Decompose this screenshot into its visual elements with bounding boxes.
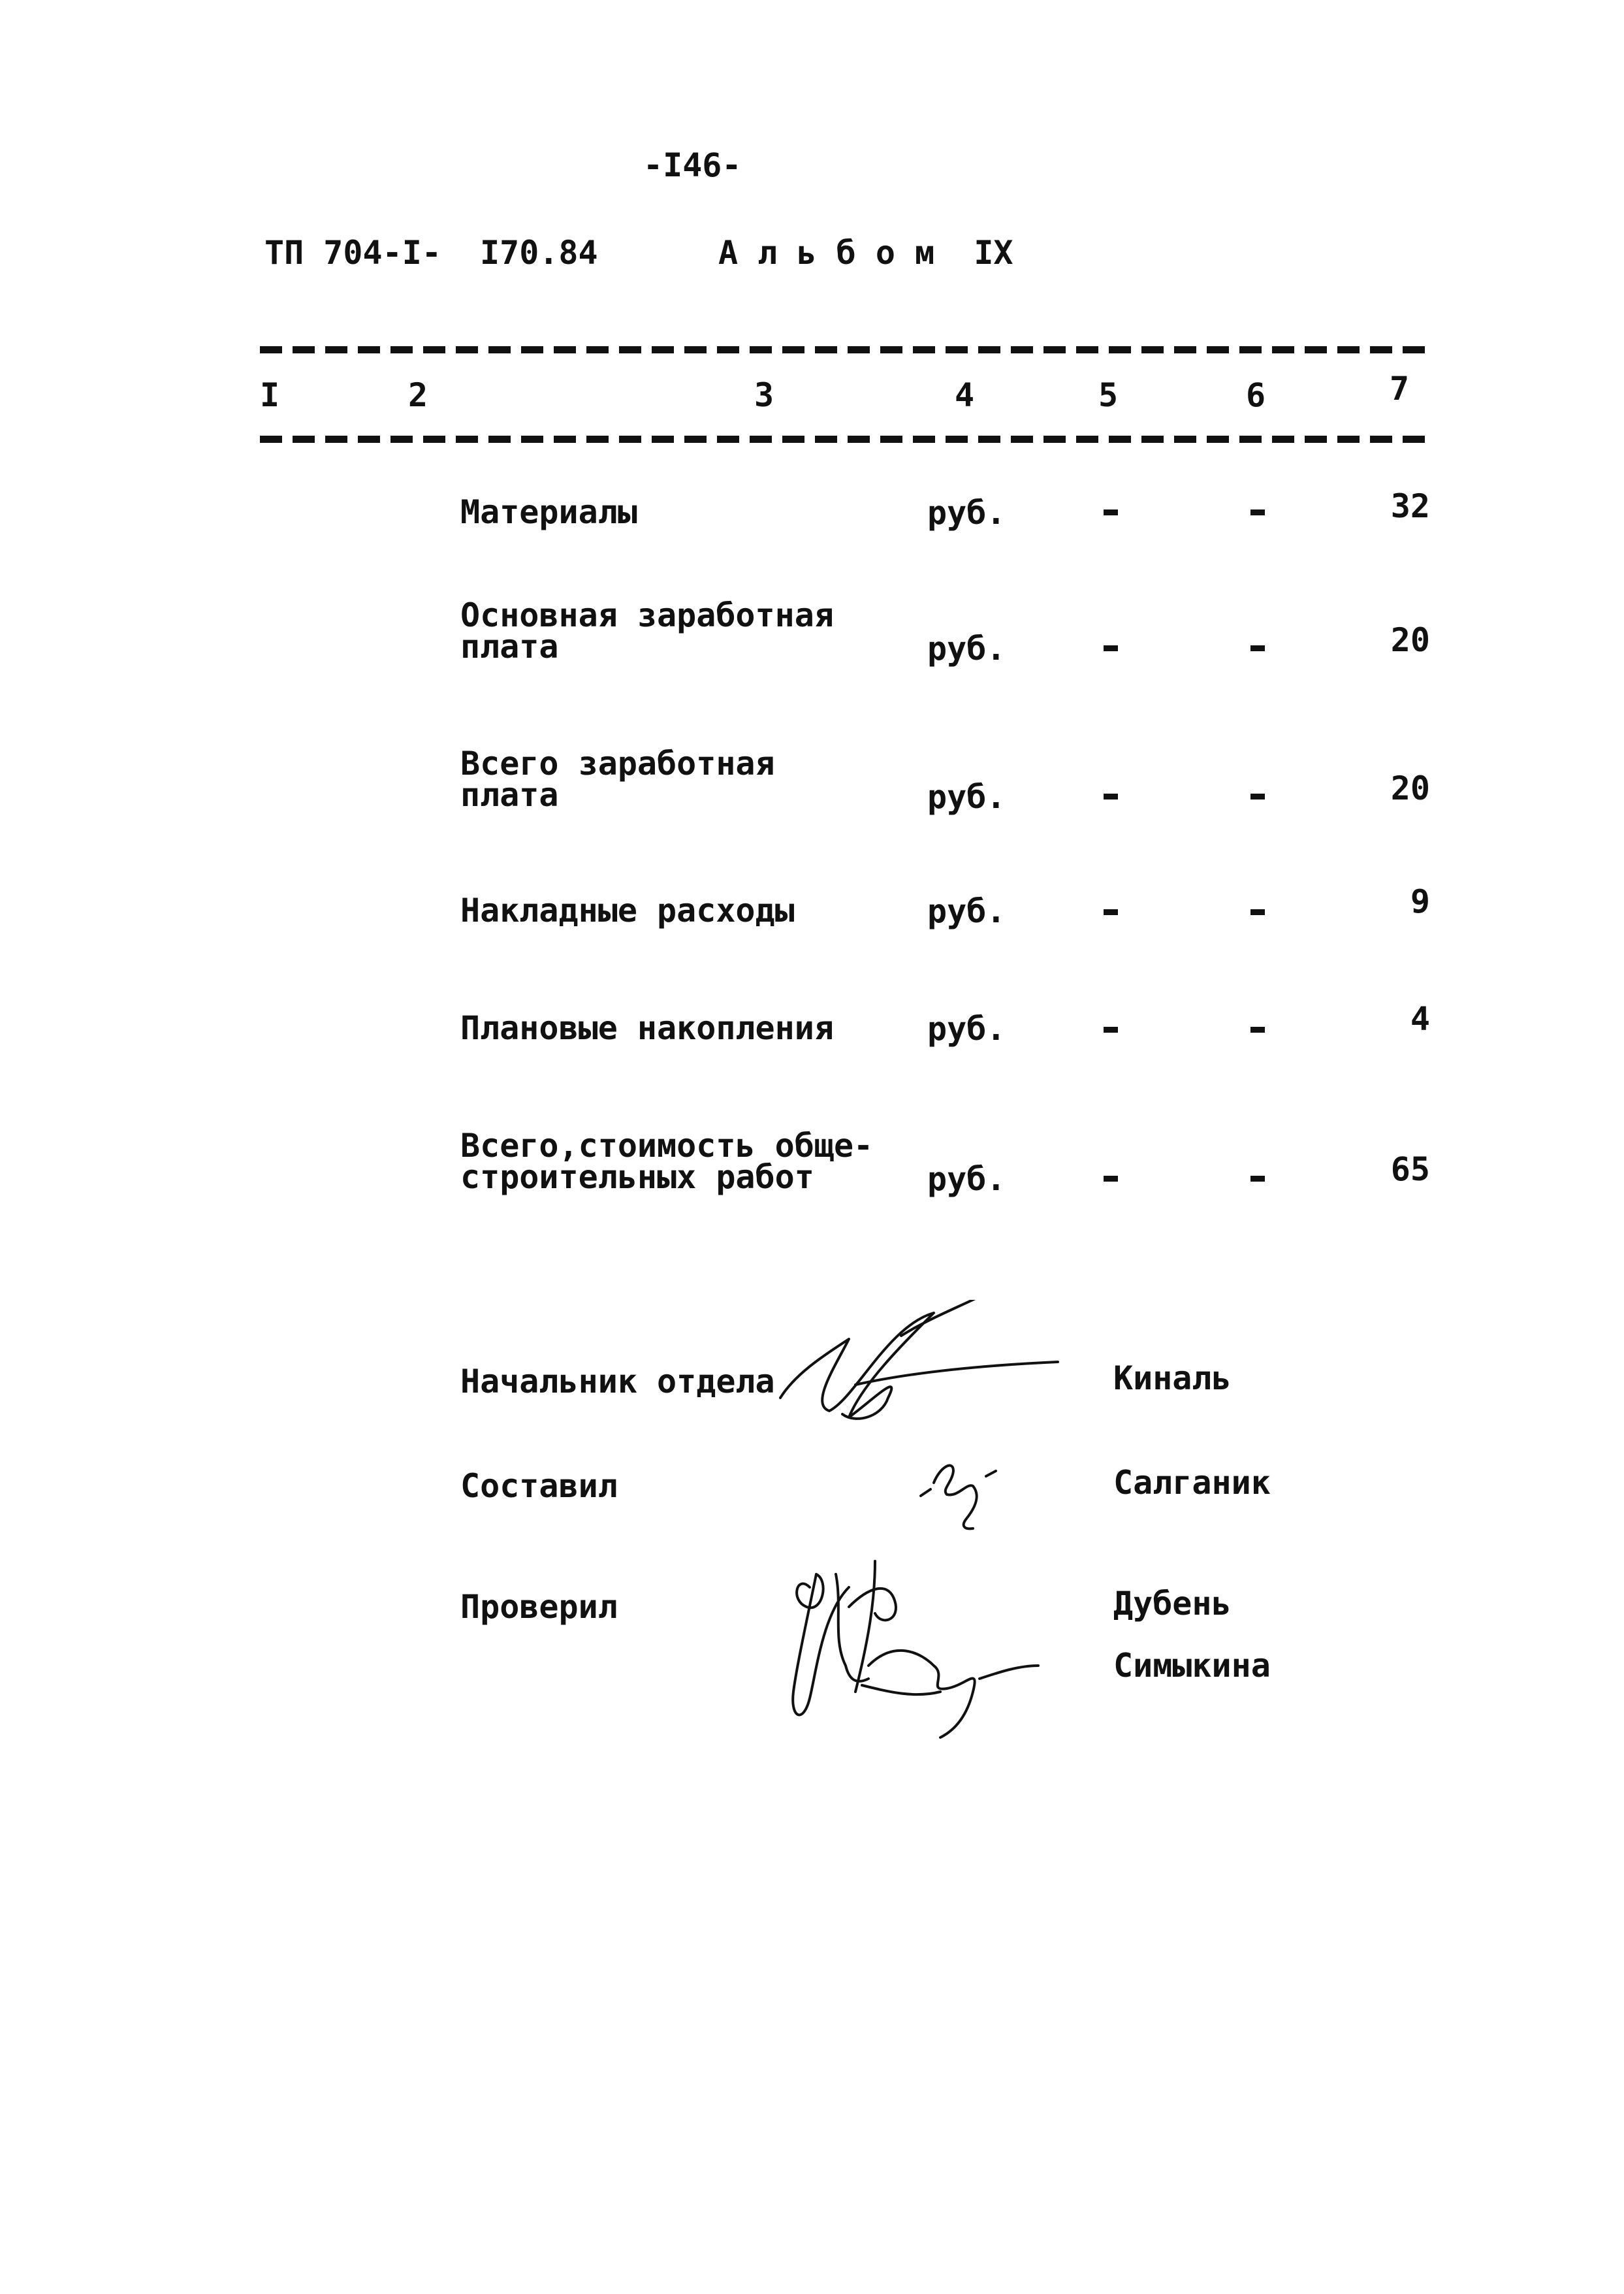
row-1-name: Материалы <box>460 493 637 531</box>
signature-checked-stroke-3 <box>855 1561 875 1692</box>
row-6-col6-dash <box>1250 1176 1265 1182</box>
row-6-unit: руб. <box>927 1160 1006 1198</box>
signature-compiled-stroke-1 <box>934 1466 977 1529</box>
row-1-total: 32 <box>1390 487 1430 525</box>
row-5-unit: руб. <box>927 1010 1006 1048</box>
signature-checked-stroke-6 <box>979 1666 1038 1679</box>
document-code: ТП 704-I- <box>264 234 441 272</box>
row-3-col5-dash <box>1104 794 1118 800</box>
compiled-by-label: Составил <box>460 1467 618 1505</box>
row-6-total: 65 <box>1390 1150 1430 1188</box>
row-2-unit: руб. <box>927 630 1006 668</box>
row-1-col5-dash <box>1104 509 1118 515</box>
table-top-rule <box>260 346 1425 353</box>
row-4-col6-dash <box>1250 909 1265 915</box>
row-2-col6-dash <box>1250 645 1265 651</box>
signature-compiled-stroke-2 <box>921 1489 931 1496</box>
row-1-col6-dash <box>1250 509 1265 515</box>
page-number: -I46- <box>643 146 742 184</box>
head-of-department-name: Киналь <box>1113 1359 1232 1397</box>
row-3-col6-dash <box>1250 794 1265 800</box>
row-5-col5-dash <box>1104 1027 1118 1033</box>
album-label: А л ь б о м IX <box>718 234 1013 272</box>
head-of-department-label: Начальник отдела <box>460 1363 775 1400</box>
document-number: I70.84 <box>480 234 598 272</box>
signature-checked-stroke-7 <box>862 1685 940 1694</box>
column-number-2: 2 <box>408 376 428 414</box>
row-3-total: 20 <box>1390 769 1430 807</box>
row-1-unit: руб. <box>927 494 1006 532</box>
row-2-total: 20 <box>1390 621 1430 659</box>
handwritten-signatures <box>771 1300 1097 1744</box>
signature-checked-stroke-2 <box>836 1574 868 1681</box>
column-number-7: 7 <box>1390 370 1410 408</box>
row-3-name: Всего заработная плата <box>460 745 775 814</box>
row-5-col6-dash <box>1250 1027 1265 1033</box>
row-2-col5-dash <box>1104 645 1118 651</box>
checked-by-name-2: Симыкина <box>1113 1647 1271 1685</box>
row-4-name: Накладные расходы <box>460 892 795 929</box>
row-5-name: Плановые накопления <box>460 1009 834 1047</box>
checked-by-label: Проверил <box>460 1588 618 1626</box>
row-5-total: 4 <box>1410 1000 1430 1038</box>
column-number-5: 5 <box>1098 376 1119 414</box>
row-4-total: 9 <box>1410 882 1430 920</box>
row-2-name: Основная заработная плата <box>460 596 834 666</box>
row-4-col5-dash <box>1104 909 1118 915</box>
column-number-3: 3 <box>754 376 774 414</box>
signature-compiled-stroke-3 <box>986 1471 996 1476</box>
checked-by-name-1: Дубень <box>1113 1585 1232 1623</box>
row-3-unit: руб. <box>927 778 1006 816</box>
column-number-1: I <box>260 376 280 414</box>
column-number-6: 6 <box>1246 376 1266 414</box>
column-number-4: 4 <box>955 376 975 414</box>
row-4-unit: руб. <box>927 892 1006 930</box>
compiled-by-name: Салганик <box>1113 1464 1271 1502</box>
signature-head-stroke-3 <box>901 1300 979 1336</box>
signature-head-stroke-2 <box>855 1362 1058 1385</box>
row-6-col5-dash <box>1104 1176 1118 1182</box>
table-header-rule <box>260 436 1425 443</box>
row-6-name: Всего,стоимость обще- строительных работ <box>460 1127 874 1196</box>
